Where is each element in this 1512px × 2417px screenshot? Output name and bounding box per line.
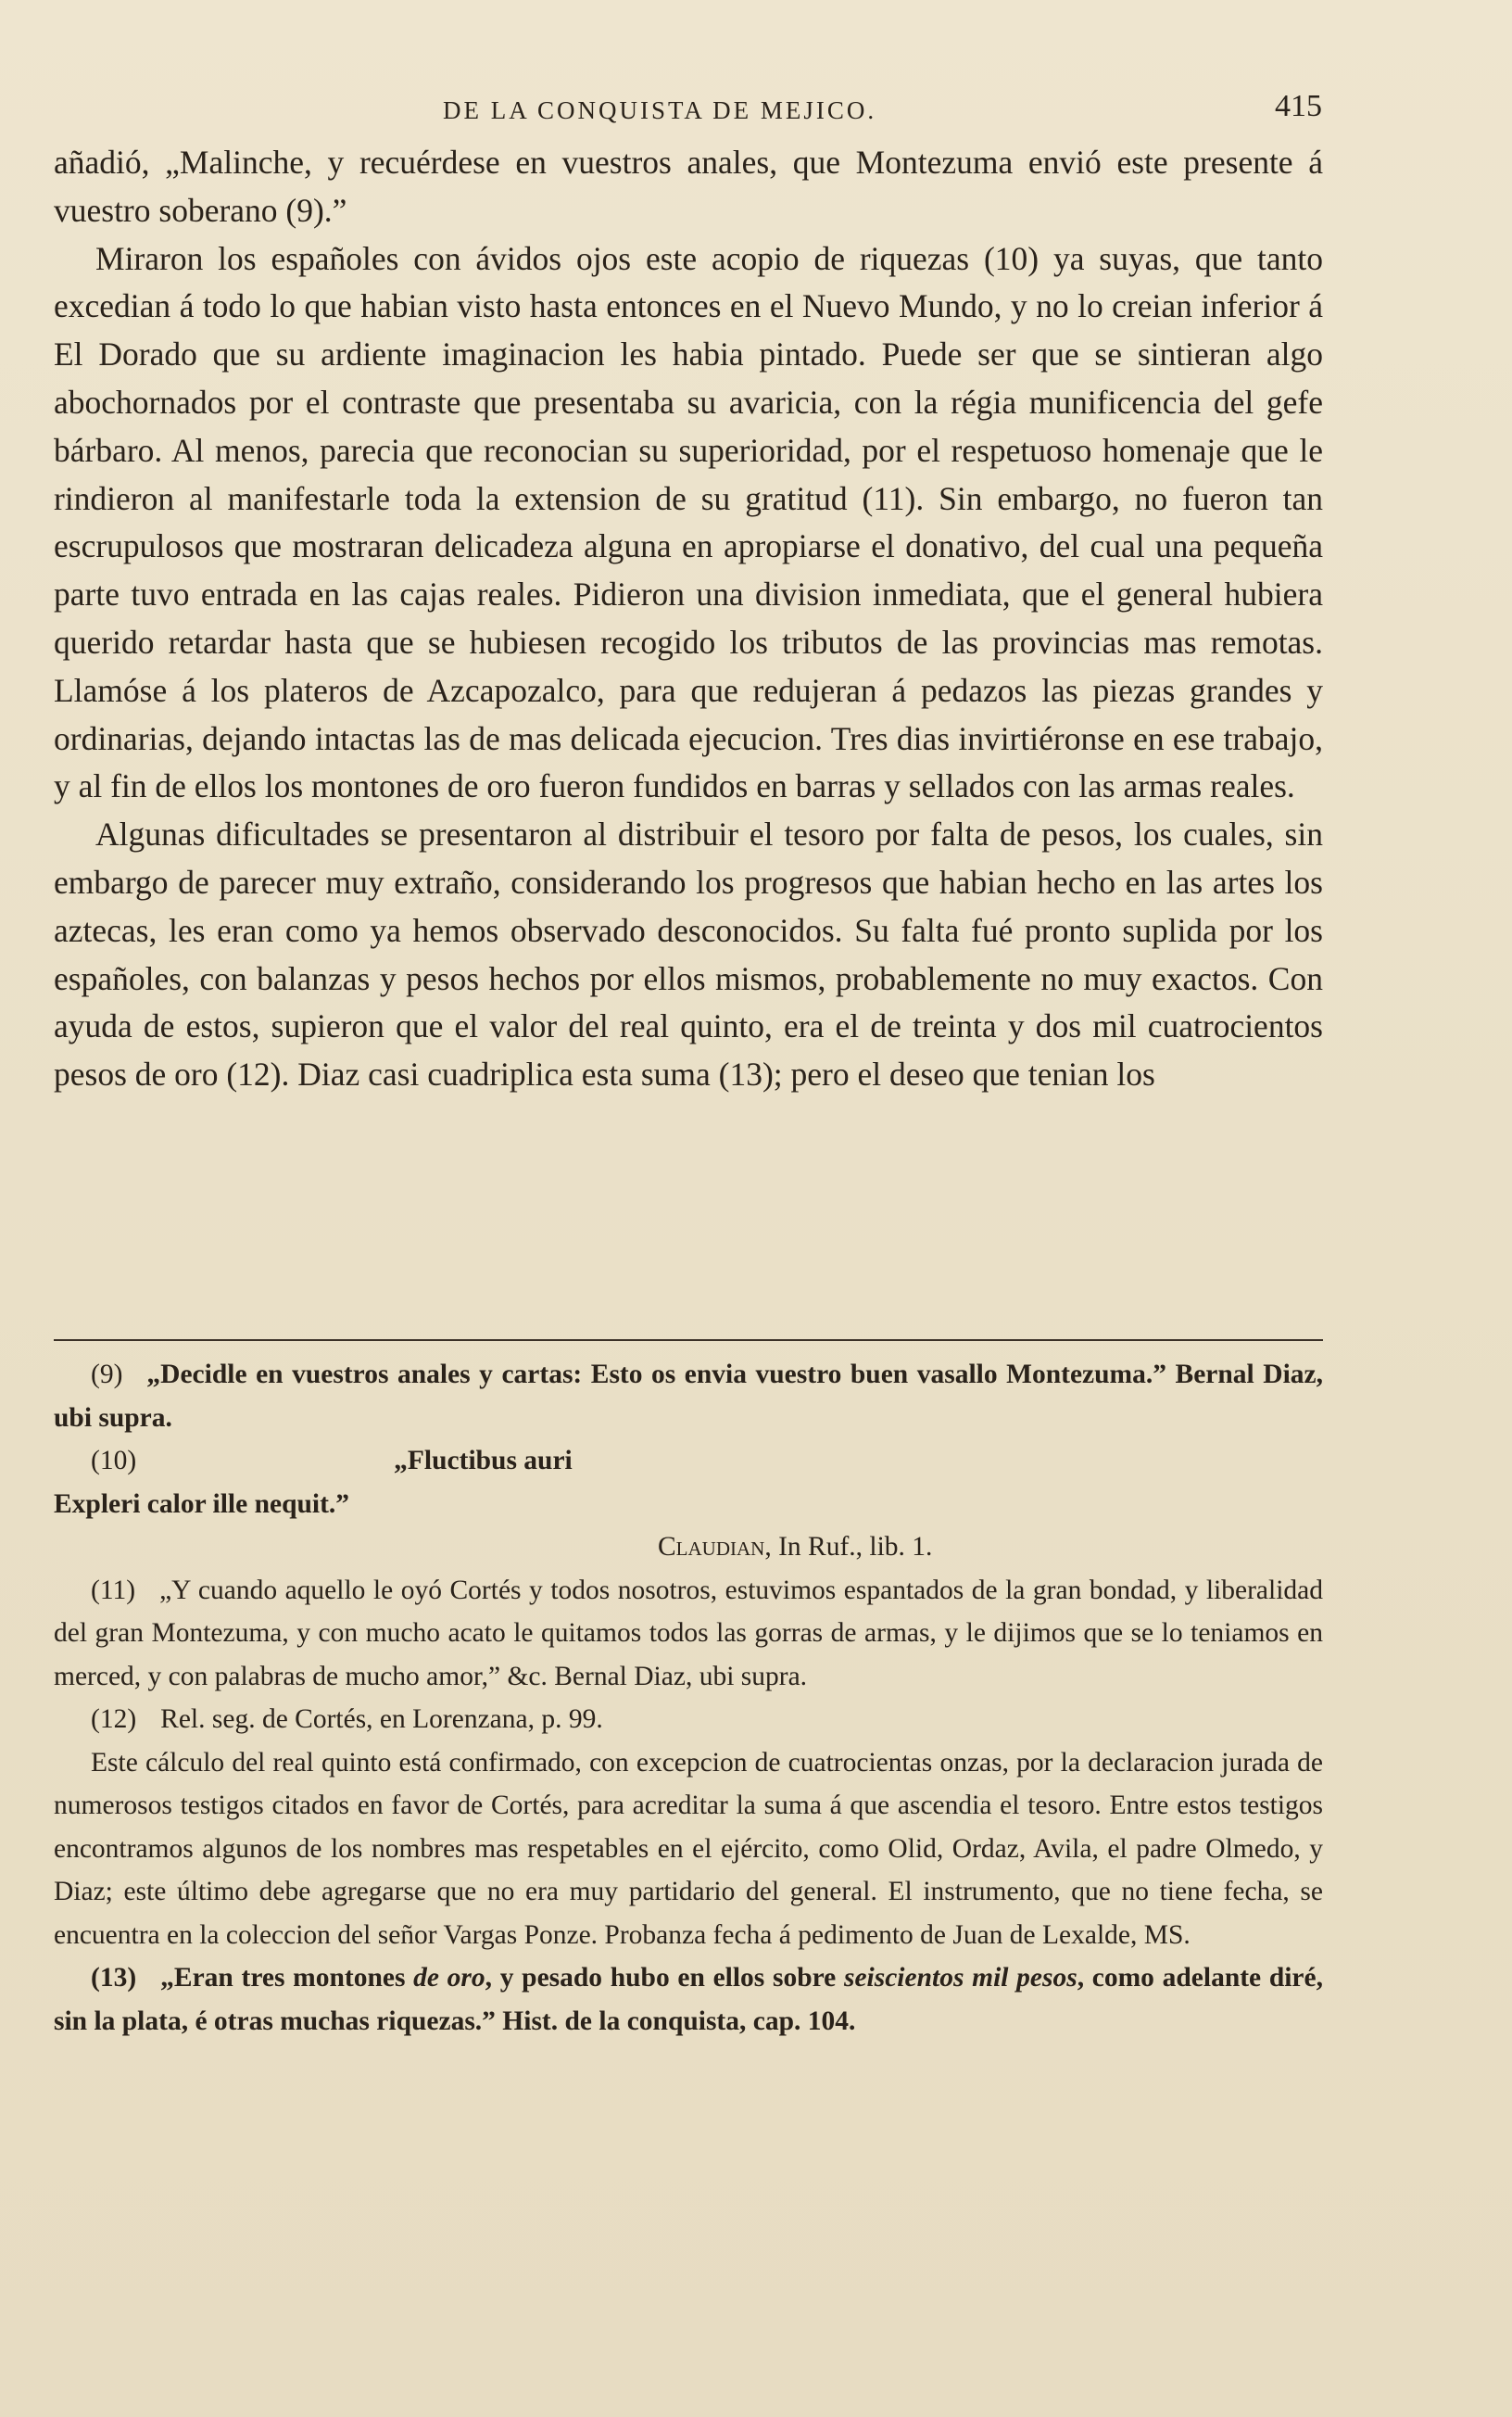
footnote-10-verse-2-line: [54, 1483, 1323, 1526]
footnote-11-text: „Y cuando aquello le oyó Cortés y todos nosotros, estuvimos espantados de la gran bondad, y liberalidad del gran Montezuma, y con mucho acato le quitamos todos las gorras de armas, y le dijimos que se lo teniamos en merced, y con palabras de mucho amor,” &c. Bernal Diaz, ubi supra.: [54, 1575, 1323, 1691]
paragraph-2: Miraron los españoles con ávidos ojos este acopio de riquezas (10) ya suyas, que tanto excedian á todo lo que habian visto hasta entonces en el Nuevo Mundo, y no lo creian inferior á El Dorado que su ardiente imaginacion les habia pintado. Puede ser que se sintieran algo abochornados por el contraste que presentaba su avaricia, con la régia munificencia del gefe bárbaro. Al menos, parecia que reconocian su superioridad, por el respetuoso homenaje que le rindieron al manifestarle toda la extension de su gratitud (11). Sin embargo, no fueron tan escrupulosos que mostraran delicadeza alguna en apropiarse el donativo, del cual una pequeña parte tuvo entrada en las cajas reales. Pidieron una division inmediata, que el general hubiera querido retardar hasta que se hubiesen recogido los tributos de las provincias mas remotas. Llamóse á los plateros de Azcapozalco, para que redujeran á pedazos las piezas grandes y ordinarias, dejando intactas las de mas delicada ejecucion. Tres dias invirtiéronse en ese trabajo, y al fin de ellos los montones de oro fueron fundidos en barras y sellados con las armas reales.: [54, 239, 1323, 805]
page-header: [54, 89, 1322, 141]
paragraph-1: añadió, „Malinche, y recuérdese en vuestros anales, que Montezuma envió este presente á vuestro soberano (9).”: [54, 144, 1323, 229]
footnote-13-italic-oro: de oro: [413, 1963, 485, 1993]
footnote-13-italic-amount: seiscientos mil pesos: [843, 1963, 1077, 1993]
footnote-13-text-a: „Eran tres montones: [160, 1963, 414, 1993]
footnote-12-mark: (12): [91, 1704, 137, 1734]
page-number: 415: [1275, 89, 1322, 123]
paragraph-3: Algunas dificultades se presentaron al distribuir el tesoro por falta de pesos, los cuales, sin embargo de parecer muy extraño, considerando los progresos que habian hecho en las artes los aztecas, les eran como ya hemos observado desconocidos. Su falta fué pronto suplida por los españoles, con balanzas y pesos hechos por ellos mismos, probablemente no muy exactos. Con ayuda de estos, supieron que el valor del real quinto, era el de treinta y dos mil cuatrocientos pesos de oro (12). Diaz casi cuadriplica esta suma (13); pero el deseo que tenian los: [54, 816, 1323, 1094]
footnote-11-mark: (11): [91, 1575, 136, 1605]
running-title: DE LA CONQUISTA DE MEJICO.: [443, 96, 877, 124]
main-text: [54, 139, 1323, 1099]
footnote-10-mark: (10): [91, 1446, 137, 1475]
footnote-13-text-c: , y pesado hubo en ellos sobre: [485, 1963, 844, 1993]
footnote-10-verse-1: „Fluctibus auri: [394, 1446, 573, 1475]
footnote-13-mark: (13): [91, 1963, 137, 1993]
footnote-12-continuation: Este cálculo del real quinto está confirmado, con excepcion de cuatrocientas onzas, por la declaracion jurada de numerosos testigos citados en favor de Cortés, para acreditar la suma á que ascendia el tesoro. Entre estos testigos encontramos algunos de los nombres mas respetables en el ejército, como Olid, Ordaz, Avila, el padre Olmedo, y Diaz; este último debe agregarse que no era muy partidario del general. El instrumento, que no tiene fecha, se encuentra en la coleccion del señor Vargas Ponze. Probanza fecha á pedimento de Juan de Lexalde, MS.: [54, 1747, 1323, 1950]
footnote-13: [54, 1956, 1323, 2043]
footnote-12: [54, 1698, 1323, 1741]
footnote-divider: [54, 1339, 1323, 1341]
footnote-9-text: „Decidle en vuestros anales y cartas: Esto os envia vuestro buen vasallo Montezuma.” Bernal Diaz, ubi supra.: [54, 1360, 1323, 1433]
footnote-10-author: Claudian,: [658, 1532, 772, 1562]
footnote-10: [54, 1439, 1323, 1483]
footnote-12-text: Rel. seg. de Cortés, en Lorenzana, p. 99.: [160, 1704, 603, 1734]
footnotes: [54, 1353, 1323, 2043]
footnote-13-text-e: , como adelante diré, sin la plata, é otras muchas riquezas.” Hist. de la conquista, cap. 104.: [54, 1963, 1323, 2036]
footnote-10-attribution: [54, 1525, 1323, 1569]
footnote-10-verse-2: Expleri calor ille nequit.”: [54, 1488, 350, 1519]
footnote-11: [54, 1569, 1323, 1699]
footnote-10-source: In Ruf., lib. 1.: [771, 1532, 933, 1562]
footnote-9-mark: (9): [91, 1360, 123, 1389]
footnote-9: [54, 1353, 1323, 1439]
